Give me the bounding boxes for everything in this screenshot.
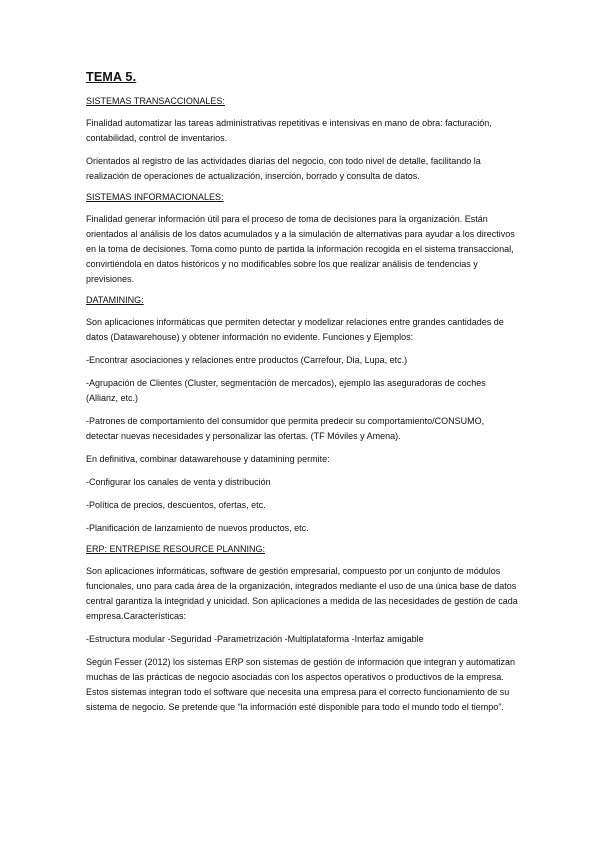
- paragraph: -Configurar los canales de venta y distribución: [86, 477, 271, 487]
- section-erp: [86, 544, 518, 715]
- paragraph: -Patrones de comportamiento del consumidor que permita predecir su comportamiento/CONSUMO, detectar nuevas necesidades y personalizar las ofertas. (TF Móviles y Amena).: [86, 416, 485, 441]
- page-title: TEMA 5.: [86, 70, 137, 84]
- paragraph: Según Fesser (2012) los sistemas ERP son sistemas de gestión de información que integran y automatizan muchas de las prácticas de negocio asociadas con los aspectos operativos o productivos de la empresa. Estos sistemas integran todo el software que necesita una empresa para el correcto funcionamiento de su sistema de negocio. Se pretende que “la información esté disponible para todo el mundo todo el tiempo”.: [86, 657, 516, 712]
- section-heading: DATAMINING:: [86, 295, 144, 305]
- document-page: [86, 70, 518, 723]
- paragraph: -Agrupación de Clientes (Cluster, segmentación de mercados), ejemplo las aseguradoras de coches (Allianz, etc.): [86, 378, 486, 403]
- section-transaccionales: [86, 96, 518, 184]
- section-heading: SISTEMAS INFORMACIONALES:: [86, 192, 224, 202]
- section-informacionales: [86, 192, 518, 287]
- paragraph: En definitiva, combinar datawarehouse y datamining permite:: [86, 454, 330, 464]
- paragraph: Son aplicaciones informáticas que permiten detectar y modelizar relaciones entre grandes cantidades de datos (Datawarehouse) y obtener información no evidente. Funciones y Ejemplos:: [86, 317, 504, 342]
- paragraph: Son aplicaciones informáticas, software de gestión empresarial, compuesto por un conjunto de módulos funcionales, uno para cada área de la organización, integrados mediante el uso de una única base de datos central garantiza la integridad y unicidad. Son aplicaciones a medida de las necesidades de gestión de cada empresa.Características:: [86, 566, 518, 621]
- section-datamining: [86, 295, 518, 536]
- paragraph: -Encontrar asociaciones y relaciones entre productos (Carrefour, Dia, Lupa, etc.): [86, 355, 408, 365]
- paragraph: -Política de precios, descuentos, ofertas, etc.: [86, 500, 266, 510]
- paragraph: Finalidad automatizar las tareas administrativas repetitivas e intensivas en mano de obra: facturación, contabilidad, control de inventarios.: [86, 118, 492, 143]
- paragraph: -Planificación de lanzamiento de nuevos productos, etc.: [86, 523, 309, 533]
- paragraph: Finalidad generar información útil para el proceso de toma de decisiones para la organización. Están orientados al análisis de los datos acumulados y a la simulación de alternativas para ayudar a los directivos en la toma de decisiones. Toma como punto de partida la información recogida en el sistema transaccional, convirtiéndola en datos históricos y no modificables sobre los que realizar análisis de tendencias y previsiones.: [86, 214, 515, 284]
- paragraph: Orientados al registro de las actividades diarias del negocio, con todo nivel de detalle, facilitando la realización de operaciones de actualización, inserción, borrado y consulta de datos.: [86, 156, 481, 181]
- section-heading: ERP: ENTREPISE RESOURCE PLANNING:: [86, 544, 266, 554]
- paragraph: -Estructura modular -Seguridad -Parametrización -Multiplataforma -Interfaz amigable: [86, 634, 424, 644]
- section-heading: SISTEMAS TRANSACCIONALES:: [86, 96, 225, 106]
